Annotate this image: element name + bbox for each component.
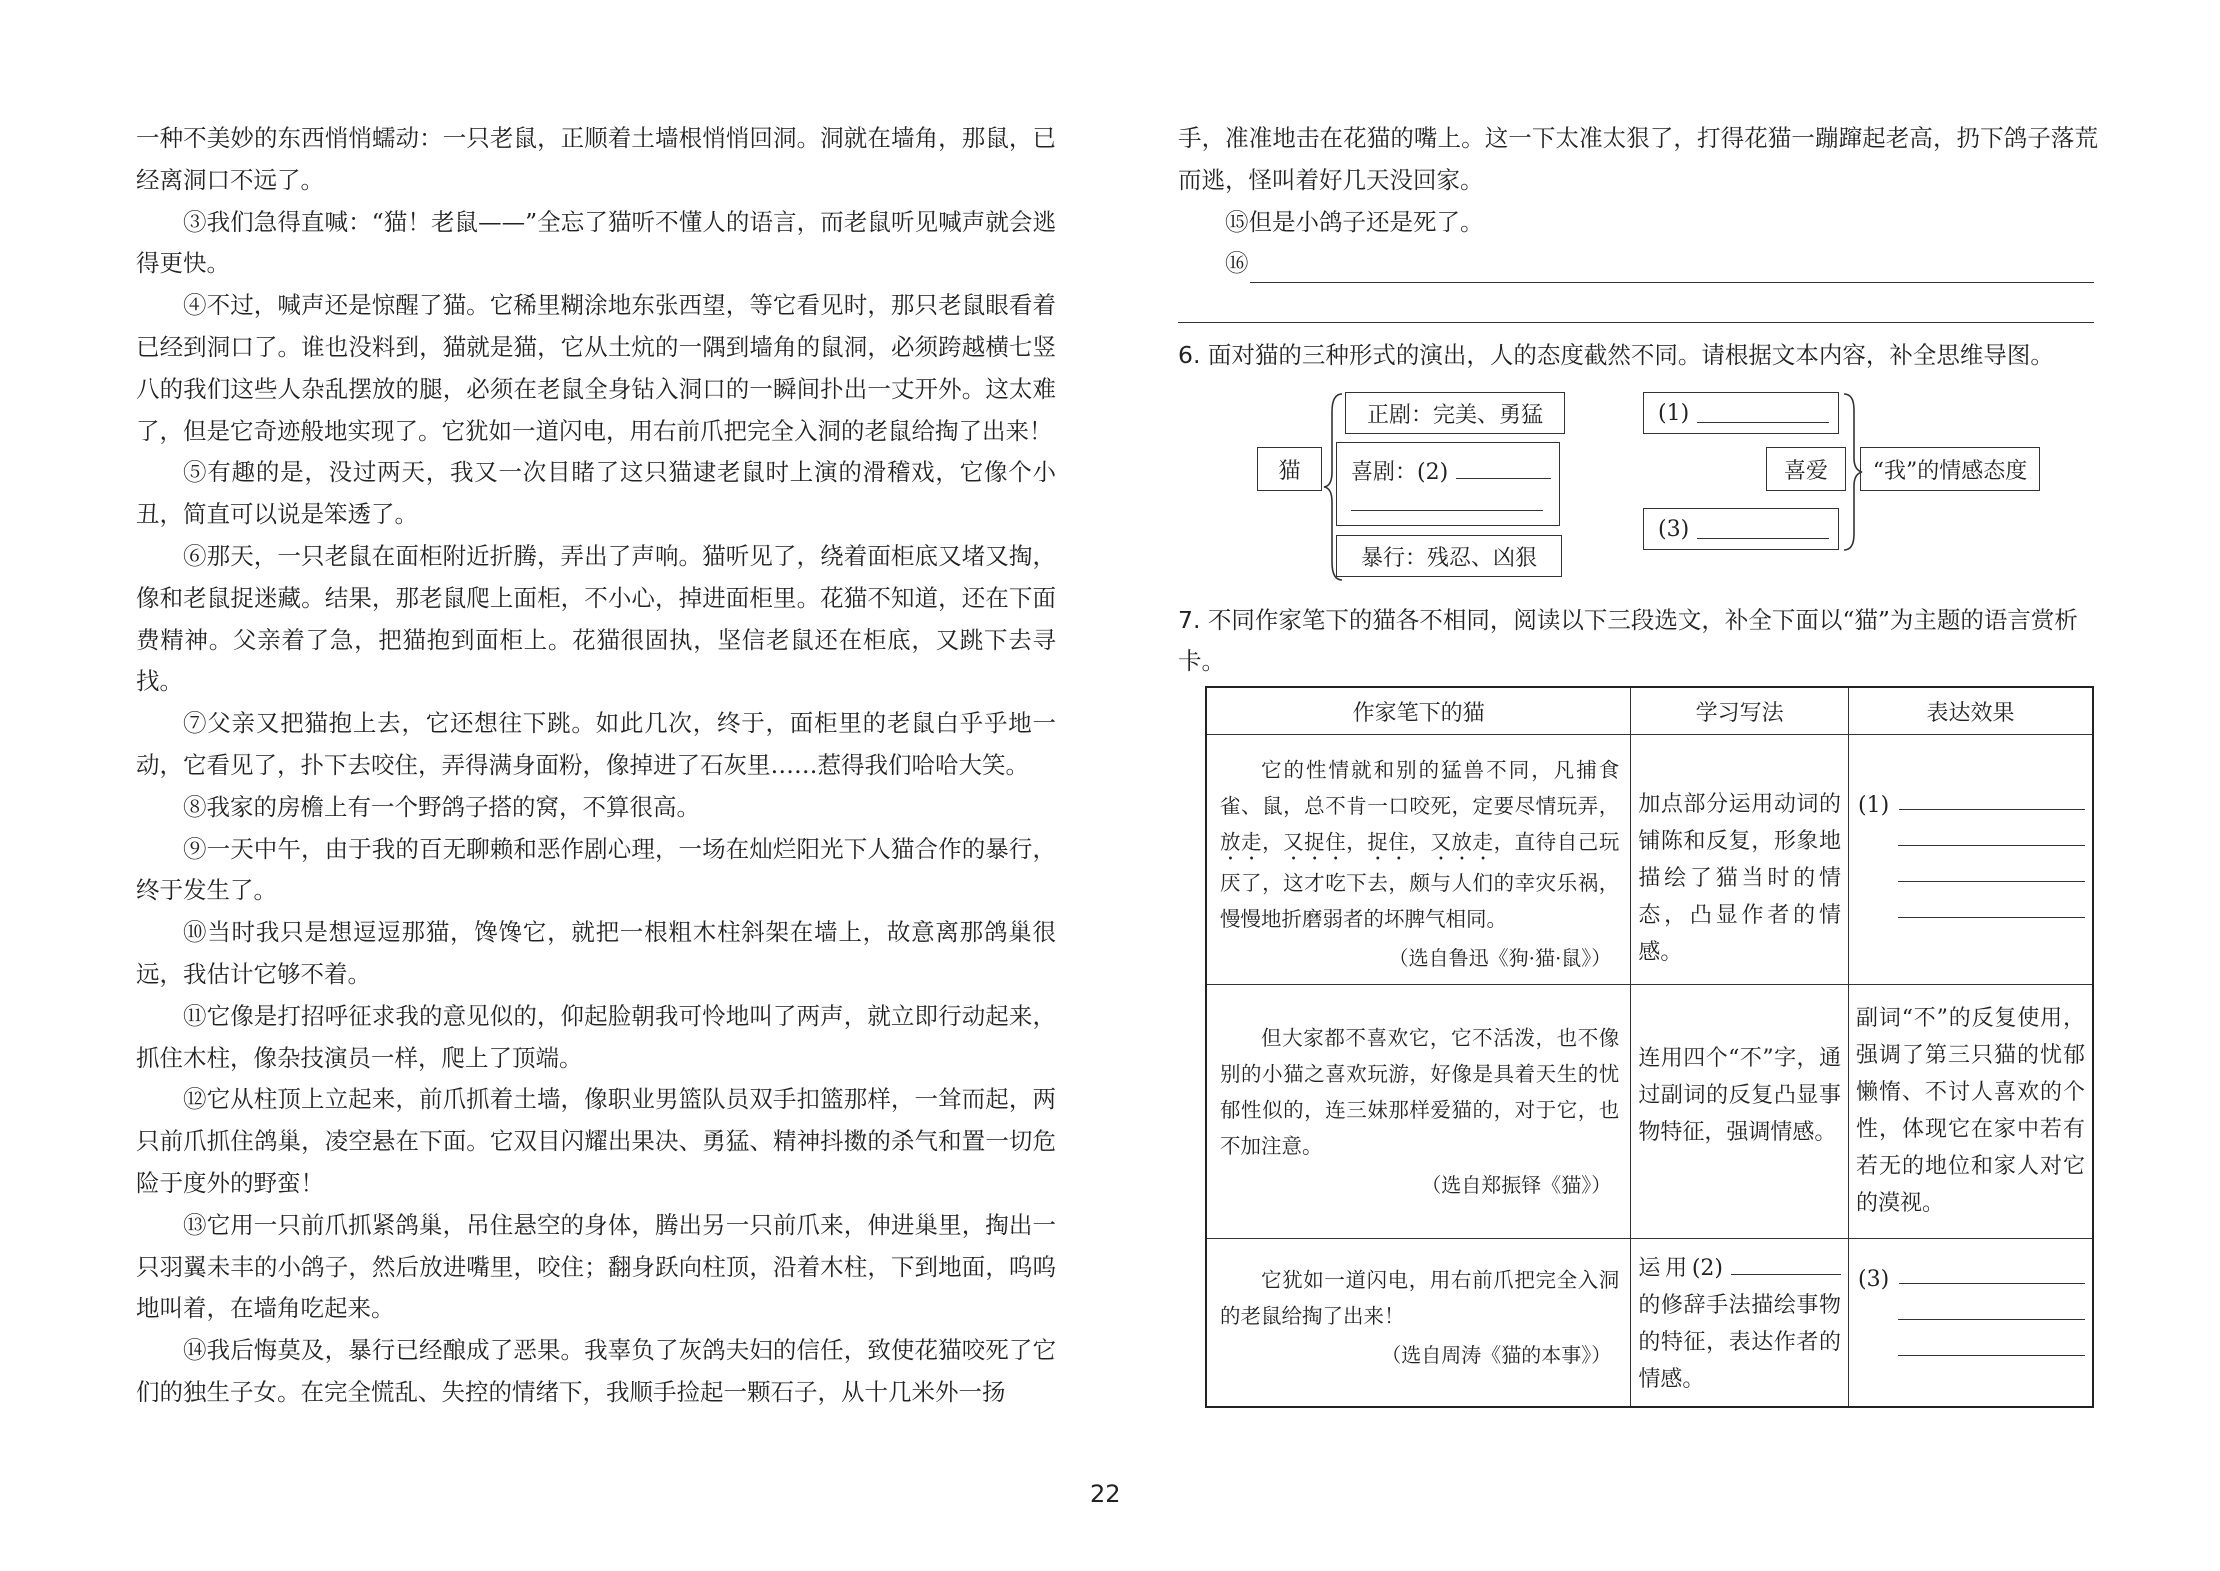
mindmap-blank-2-line-a[interactable] [1456,460,1551,479]
row3-excerpt [1208,1240,1629,1372]
mindmap-baoxing-label: 暴行：残忍、凶狠 [1360,545,1537,571]
paragraph-4: ④不过，喊声还是惊醒了猫。它稀里糊涂地东张西望，等它看见时，那只老鼠眼看着已经到洞口了。谁也没料到，猫就是猫，它从土炕的一隅到墙角的鼠洞，必须跨越横七竖八的我们这些人杂乱摆放的腿，必须在老鼠全身钻入洞口的一瞬间扑出一丈开外。这太难了，但是它奇迹般地实现了。它犹如一道闪电，用右前爪把完全入洞的老鼠给掏了出来！ [136,291,1056,445]
paragraph-15: ⑮但是小鸽子还是死了。 [1225,207,1484,236]
row1-excerpt-cell [1206,735,1631,985]
mindmap-cat-label: 猫 [1278,458,1301,484]
mindmap-zhengju-box [1345,392,1565,434]
mindmap-blank-1-label: (1) [1658,400,1690,426]
paragraph-7: ⑦父亲又把猫抱上去，它还想往下跳。如此几次，终于，面柜里的老鼠白乎乎地一动，它看见了，扑下去咬住，弄得满身面粉，像掉进了石灰里……惹得我们哈哈大笑。 [136,709,1056,779]
mindmap-cat-box [1257,447,1322,491]
row1-effect-line-3[interactable] [1858,854,2085,890]
paragraph-continuation: 一种不美妙的东西悄悄蠕动：一只老鼠，正顺着土墙根悄悄回洞。洞就在墙角，那鼠，已经离洞口不远了。 [136,124,1056,194]
row2-method: 连用四个“不”字，通过副词的反复凸显事物特征，强调情感。 [1638,1046,1841,1145]
mindmap-attitude-box [1860,447,2040,491]
row1-effect-underline-2[interactable] [1898,845,2085,846]
row2-method-cell [1631,985,1849,1239]
row1-effect-underline-3[interactable] [1898,881,2085,882]
para16-answer-line-1[interactable] [1250,282,2094,283]
mindmap-blank-1-box[interactable] [1643,392,1839,434]
mindmap-xiju-row [1351,455,1551,486]
question-6-text: 面对猫的三种形式的演出，人的态度截然不同。请根据文本内容，补全思维导图。 [1207,341,2054,369]
paragraph-16 [1178,243,2098,285]
row3-method-blank[interactable] [1731,1256,1841,1275]
row1-effect-blank[interactable] [1850,736,2091,926]
paragraph-13: ⑬它用一只前爪抓紧鸽巢，吊住悬空的身体，腾出另一只前爪来，伸进巢里，掏出一只羽翼未丰的小鸽子，然后放进嘴里，咬住；翻身跃向柱顶，沿着木柱，下到地面，呜呜地叫着，在墙角吃起来。 [136,1210,1056,1323]
mindmap-blank-1-line[interactable] [1697,404,1829,423]
row3-method-rest: 的修辞手法描绘事物的特征，表达作者的情感。 [1638,1293,1841,1392]
row1-text-b: 直待自己玩厌了，这才吃下去，颇与人们的幸灾乐祸，慢慢地折磨弱者的坏脾气相同。 [1220,830,1620,931]
mindmap-blank-3-label: (3) [1658,516,1690,542]
row1-effect-line-4[interactable] [1858,890,2085,926]
question-6-number: 6. [1178,341,1201,369]
mindmap-attitude-label: “我”的情感态度 [1872,458,2028,484]
row3-method-label: 运用(2) [1638,1256,1723,1281]
card-row-3 [1206,1239,2093,1407]
page-number: 22 [1090,1480,1121,1508]
row2-excerpt-text: 但大家都不喜欢它，它不活泼，也不像别的小猫之喜欢玩游，好像是具着天生的忧郁性似的，连三妹那样爱猫的，对于它，也不加注意。 [1220,1026,1620,1158]
row2-effect: 副词“不”的反复使用，强调了第三只猫的忧郁懒惰、不讨人喜欢的个性，体现它在家中若有若无的地位和家人对它的漠视。 [1856,1006,2085,1216]
paragraph-6: ⑥那天，一只老鼠在面柜附近折腾，弄出了声响。猫听见了，绕着面柜底又堵又掏，像和老鼠捉迷藏。结果，那老鼠爬上面柜，不小心，掉进面柜里。花猫不知道，还在下面费精神。父亲着了急，把猫抱到面柜上。花猫很固执，坚信老鼠还在柜底，又跳下去寻找。 [136,541,1056,696]
paragraph-11: ⑪它像是打招呼征求我的意见似的，仰起脸朝我可怜地叫了两声，就立即行动起来，抓住木柱，像杂技演员一样，爬上了顶端。 [136,1001,1056,1072]
row1-excerpt [1208,736,1629,975]
mindmap-xiai-box [1766,447,1846,491]
paragraph-5: ⑤有趣的是，没过两天，我又一次目睹了这只猫逮老鼠时上演的滑稽戏，它像个小丑，简直可以说是笨透了。 [136,458,1056,529]
question-6 [1178,334,2098,376]
row2-effect-cell [1849,985,2094,1239]
row3-effect-line-2[interactable] [1858,1292,2085,1328]
mindmap-baoxing-box [1336,535,1562,577]
paragraph-10: ⑩当时我只是想逗逗那猫，馋馋它，就把一根粗木柱斜架在墙上，故意离那鸽巢很远，我估计它够不着。 [136,918,1056,988]
row1-method: 加点部分运用动词的铺陈和反复，形象地描绘了猫当时的情态，凸显作者的情感。 [1638,792,1841,965]
question-7-text: 不同作家笔下的猫各不相同，阅读以下三段选文，补全下面以“猫”为主题的语言赏析卡。 [1178,606,2078,675]
mindmap-zhengju-label: 正剧：完美、勇猛 [1366,402,1543,428]
row3-effect-underline-2[interactable] [1898,1319,2085,1320]
row3-source: （选自周涛《猫的本事》） [1381,1343,1612,1367]
question-7-number: 7. [1178,606,1201,634]
row1-effect-label: (1) [1858,793,1890,818]
row3-effect-line-3[interactable] [1858,1328,2085,1364]
row1-source: （选自鲁迅《狗·猫·鼠》） [1388,946,1612,970]
card-row-2 [1206,985,2093,1239]
card-header-row [1206,687,2093,735]
row1-excerpt-text [1220,752,1619,937]
row3-effect-blank[interactable] [1850,1240,2091,1364]
card-row-1 [1206,735,2093,985]
row3-effect-line-1[interactable] [1858,1256,2085,1292]
question-7 [1178,600,2098,682]
language-appreciation-card [1205,686,2094,1408]
para16-answer-line-2[interactable] [1178,322,2094,323]
header-writer-cat: 作家笔下的猫 [1206,687,1631,735]
row3-excerpt-text: 它犹如一道闪电，用右前爪把完全入洞的老鼠给掏了出来！ [1220,1268,1620,1328]
row2-source: （选自郑振铎《猫》） [1421,1173,1612,1197]
paragraph-12: ⑫它从柱顶上立起来，前爪抓着土墙，像职业男篮队员双手扣篮那样，一耸而起，两只前爪抓住鸽巢，凌空悬在下面。它双目闪耀出果决、勇猛、精神抖擞的杀气和置一切危险于度外的野蛮！ [136,1085,1056,1197]
row3-excerpt-cell [1206,1239,1631,1407]
paragraph-14-continuation: 手，准准地击在花猫的嘴上。这一下太准太狠了，打得花猫一蹦蹿起老高，扔下鸽子落荒而逃，怪叫着好几天没回家。 [1178,124,2098,194]
row1-effect-line-2[interactable] [1858,818,2085,854]
row1-effect-cell[interactable] [1849,735,2094,985]
mindmap-blank-3-line[interactable] [1697,520,1829,539]
row1-effect-line-1[interactable] [1858,782,2085,818]
paragraph-8: ⑧我家的房檐上有一个野鸽子搭的窝，不算很高。 [183,792,700,821]
row2-excerpt-cell [1206,985,1631,1239]
mindmap-xiju-box[interactable] [1336,442,1560,526]
paragraph-16-label: ⑯ [1225,249,1249,278]
row3-method-cell[interactable] [1631,1239,1849,1407]
row1-effect-underline-1[interactable] [1899,809,2085,810]
paragraph-9: ⑨一天中午，由于我的百无聊赖和恶作剧心理，一场在灿烂阳光下人猫合作的暴行，终于发生了。 [136,834,1056,905]
header-effect: 表达效果 [1849,687,2094,735]
left-column [136,118,1056,1414]
header-method: 学习写法 [1631,687,1849,735]
paragraph-14: ⑭我后悔莫及，暴行已经酿成了恶果。我辜负了灰鸽夫妇的信任，致使花猫咬死了它们的独生子女。在完全慌乱、失控的情绪下，我顺手捡起一颗石子，从十几米外一扬 [136,1336,1056,1406]
row1-dotted-text: 放走，又捉住，捉住，又放走， [1220,830,1515,854]
mindmap-xiju-label: 喜剧：(2) [1351,460,1449,485]
mindmap-blank-3-box[interactable] [1643,508,1839,550]
row1-text-a: 它的性情就和别的猛兽不同，凡捕食雀、鼠，总不肯一口咬死，定要尽情玩弄， [1220,758,1620,818]
paragraph-3: ③我们急得直喊：“猫！老鼠——”全忘了猫听不懂人的语言，而老鼠听见喊声就会逃得更快。 [136,207,1056,278]
row1-effect-underline-4[interactable] [1898,917,2085,918]
mindmap-blank-2-line-b[interactable] [1351,492,1543,511]
row2-excerpt [1208,986,1629,1202]
right-column [1178,118,2098,285]
row3-effect-label: (3) [1858,1267,1890,1292]
row3-effect-underline-3[interactable] [1898,1355,2085,1356]
row1-method-cell [1631,735,1849,985]
row3-effect-cell[interactable] [1849,1239,2094,1407]
mindmap-xiai-label: 喜爱 [1783,458,1828,484]
row3-effect-underline-1[interactable] [1899,1283,2085,1284]
row3-method [1632,1240,1847,1398]
